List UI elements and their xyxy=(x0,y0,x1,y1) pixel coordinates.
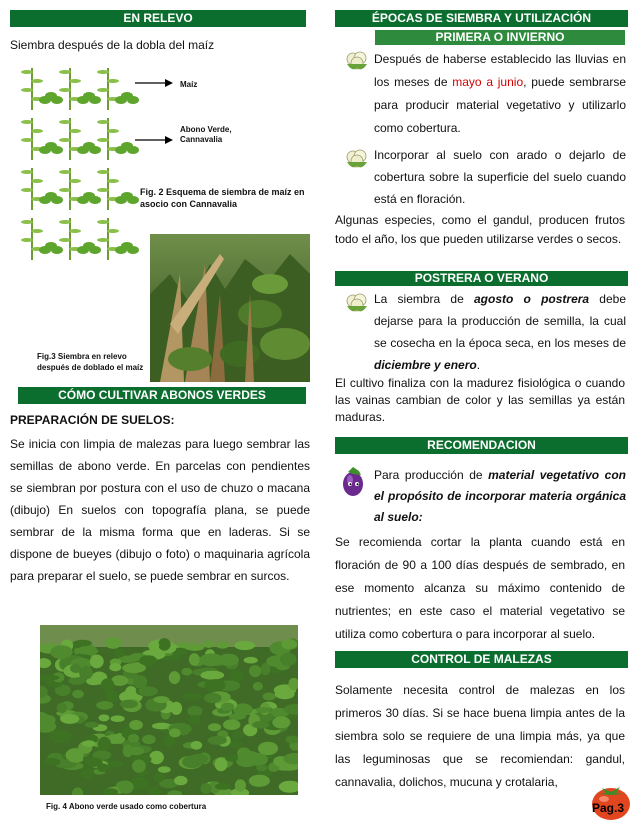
primera-bullet-1: Después de haberse establecido las lluvias en los meses de mayo a junio, puede sembrarse para producir material vegetativo y utilizarlo como cobertura. xyxy=(374,52,626,135)
control-text: Solamente necesita control de malezas en los primeros 30 días. Si se hace buena limpia antes de la siembra solo se requiere de una limpia más, ya que las leguminosas que se recomiendan: gandul, cannavalia, dolichos, mucuna y crotalaria, xyxy=(335,683,625,789)
epocas-header: ÉPOCAS DE SIEMBRA Y UTILIZACIÓN xyxy=(335,10,628,27)
legend-maiz: Maíz xyxy=(180,80,198,89)
recomendacion-text: Se recomienda cortar la planta cuando está en floración de 90 a 100 días después de sembrado, en ese momento alcanza su máximo contenido de nutrientes; en este caso el material vegetativo se utiliza como cobertura o para incorporar al suelo. xyxy=(335,535,625,641)
cauliflower-icon xyxy=(344,50,370,72)
cultivar-header: CÓMO CULTIVAR ABONOS VERDES xyxy=(18,387,306,404)
recomendacion-bullet: Para producción de material vegetativo con el propósito de incorporar materia orgánica al suelo: xyxy=(374,468,626,524)
fig3-caption: Fig.3 Siembra en relevo después de doblado el maíz xyxy=(37,352,144,372)
primera-header: PRIMERA O INVIERNO xyxy=(375,30,625,45)
fig2-caption: Fig. 2 Esquema de siembra de maíz en asocio con Cannavalia xyxy=(140,187,305,209)
legend-abono: Abono Verde, Cannavalia xyxy=(180,125,232,144)
relevo-subtitle: Siembra después de la dobla del maíz xyxy=(10,38,215,52)
relevo-header: EN RELEVO xyxy=(10,10,306,27)
cauliflower-icon xyxy=(344,148,370,170)
postrera-bullet: La siembra de agosto o postrera debe dejarse para la producción de semilla, la cual se cosecha en la época seca, en los meses de diciembre y enero. xyxy=(374,292,626,372)
postrera-note: El cultivo finaliza con la madurez fisiológica o cuando las vainas cambian de color y las semillas ya están maduras. xyxy=(335,376,625,424)
eggplant-icon xyxy=(340,462,370,498)
cauliflower-icon xyxy=(344,292,370,314)
primera-note: Algunas especies, como el gandul, producen frutos todo el año, los que pueden utilizarse verdes o secos. xyxy=(335,213,625,246)
fig4-photo xyxy=(40,625,298,795)
primera-bullet-2: Incorporar al suelo con arado o dejarlo de cobertura sobre la superficie del suelo cuando está en floración. xyxy=(374,148,626,206)
recomendacion-header: RECOMENDACION xyxy=(335,437,628,454)
postrera-header: POSTRERA O VERANO xyxy=(335,271,628,286)
preparacion-title: PREPARACIÓN DE SUELOS: xyxy=(10,413,175,427)
control-header: CONTROL DE MALEZAS xyxy=(335,651,628,668)
fig3-photo xyxy=(150,234,310,382)
preparacion-text: Se inicia con limpia de malezas para luego sembrar las semillas de abono verde. En parcelas con pendientes se siembran por postura con el uso de chuzo o macana (dibujo) En suelos con topografía plana, se puede sembrar de la misma forma que en laderas. Si se dispone de bueyes (dibujo o foto) o maquinaria agrícola para preparar el suelo, se puede sembrar en surcos. xyxy=(10,437,310,583)
page-number: Pag.3 xyxy=(592,801,625,815)
tomato-icon xyxy=(590,778,632,822)
fig4-caption: Fig. 4 Abono verde usado como cobertura xyxy=(46,802,207,811)
